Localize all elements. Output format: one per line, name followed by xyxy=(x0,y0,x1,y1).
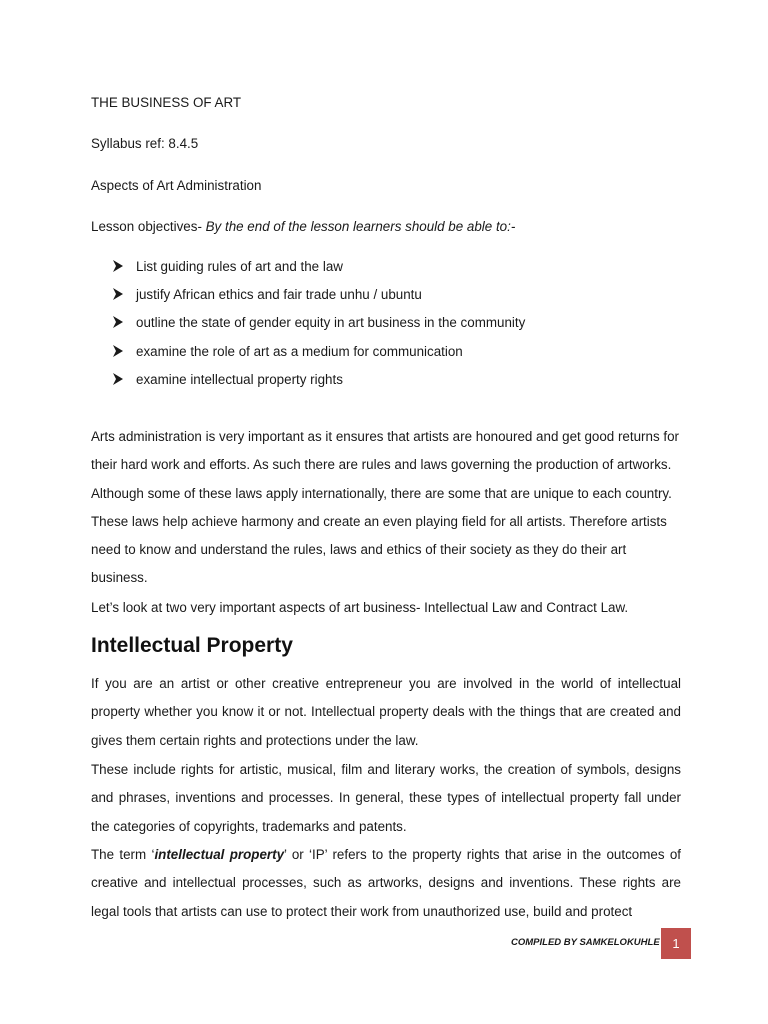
objective-text: outline the state of gender equity in art business in the community xyxy=(136,315,526,331)
lesson-objectives-intro xyxy=(91,218,515,236)
ip-paragraph-1: If you are an artist or other creative entrepreneur you are involved in the world of intellectual property whether you know it or not. Intellectual property deals with the things that are created and gives them certain rights and protections under the law. xyxy=(91,676,681,748)
objectives-lead: Lesson objectives- xyxy=(91,219,206,234)
ip-paragraph-3 xyxy=(91,841,681,926)
arrow-bullet-icon xyxy=(112,259,124,273)
arrow-bullet-icon xyxy=(112,287,124,301)
ip-term-prefix: The term ‘ xyxy=(91,847,155,862)
objective-text: examine the role of art as a medium for communication xyxy=(136,343,463,359)
intro-paragraph: Arts administration is very important as it ensures that artists are honoured and get good returns for their hard work and efforts. As such there are rules and laws governing the production of artworks. Although some of these laws apply internationally, there are some that are unique to each country. These laws help achieve harmony and create an even playing field for all artists. Therefore artists need to know and understand the rules, laws and ethics of their society as they do their art business. xyxy=(91,429,679,586)
document-title: THE BUSINESS OF ART xyxy=(91,95,242,110)
objective-text: justify African ethics and fair trade unhu / ubuntu xyxy=(136,287,422,303)
objective-text: examine intellectual property rights xyxy=(136,371,343,387)
arrow-bullet-icon xyxy=(112,315,124,329)
section-heading: Intellectual Property xyxy=(91,634,293,657)
syllabus-reference: Syllabus ref: 8.4.5 xyxy=(91,136,199,151)
objectives-italic: By the end of the lesson learners should be able to:- xyxy=(205,219,516,234)
footer-compiled-by: COMPILED BY SAMKELOKUHLE xyxy=(511,937,660,948)
ip-paragraph-2: These include rights for artistic, musical, film and literary works, the creation of symbols, designs and phrases, inventions and processes. In general, these types of intellectual property fall under the categories of copyrights, trademarks and patents. xyxy=(91,762,681,834)
page-number-badge: 1 xyxy=(661,928,691,959)
objective-text: List guiding rules of art and the law xyxy=(136,259,343,274)
intro-followup: Let’s look at two very important aspects of art business- Intellectual Law and Contract Law. xyxy=(91,600,629,615)
arrow-bullet-icon xyxy=(112,372,124,386)
arrow-bullet-icon xyxy=(112,344,124,358)
ip-term-rest: ’ or ‘IP’ refers to the property rights that arise in the outcomes of creative and intellectual processes, such as artworks, designs and inventions. These rights are legal tools that artists can use to protect their work from unauthorized use, build and protect xyxy=(91,847,681,919)
document-subtitle: Aspects of Art Administration xyxy=(91,178,262,193)
ip-term: intellectual property xyxy=(154,847,285,862)
